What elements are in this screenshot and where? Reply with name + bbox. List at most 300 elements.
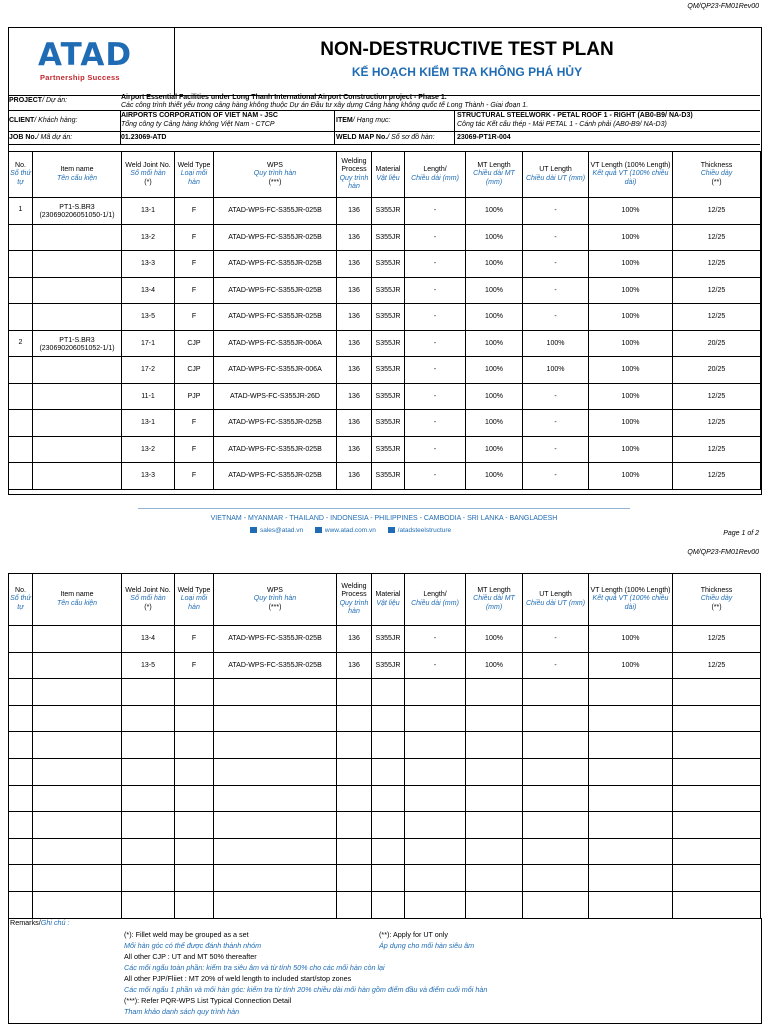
- cell-length: -: [405, 626, 466, 653]
- weldmap-value: 23069-PT1R-004: [457, 134, 511, 141]
- cell-no: [9, 758, 33, 785]
- company-logo: [8, 27, 175, 95]
- cell-type: [175, 705, 214, 732]
- cell-process: 136: [337, 652, 372, 679]
- table-row: [9, 357, 761, 384]
- cell-vt: 100%: [589, 652, 673, 679]
- col-material: Material Vật liệu: [372, 152, 405, 198]
- cell-type: [175, 812, 214, 839]
- cell-wps: [214, 732, 337, 759]
- cell-thk: 12/25: [673, 198, 761, 225]
- weldmap-label-vi: / Số sơ đồ hàn:: [387, 134, 435, 141]
- cell-item: [33, 626, 122, 653]
- col-thickness: Thickness Chiều dày (**): [673, 152, 761, 198]
- cell-process: [337, 705, 372, 732]
- table-header-row: [9, 574, 761, 626]
- cell-process: [337, 812, 372, 839]
- col-thickness: Thickness Chiều dày (**): [673, 574, 761, 626]
- cell-mt: 100%: [466, 383, 523, 410]
- cell-thk: 20/25: [673, 330, 761, 357]
- cell-wps: [214, 705, 337, 732]
- cell-joint: 11-1: [122, 383, 175, 410]
- table-row: [9, 251, 761, 278]
- cell-material: [372, 838, 405, 865]
- cell-wps: ATAD-WPS-FC-S355JR-006A: [214, 330, 337, 357]
- cell-material: S355JR: [372, 277, 405, 304]
- col-process: Welding Process Quy trình hàn: [337, 574, 372, 626]
- weldmap-label: WELD MAP No.: [336, 134, 388, 141]
- job-row: [8, 131, 760, 145]
- cell-wps: [214, 891, 337, 918]
- col-type: Weld Type Loại mối hàn: [175, 574, 214, 626]
- cell-item: [33, 436, 122, 463]
- cell-joint: [122, 785, 175, 812]
- cell-wps: ATAD-WPS-FC-S355JR-025B: [214, 277, 337, 304]
- cell-material: [372, 705, 405, 732]
- cell-length: [405, 679, 466, 706]
- cell-item: [33, 383, 122, 410]
- cell-vt: [589, 758, 673, 785]
- cell-ut: -: [523, 304, 589, 331]
- col-ut: UT Length Chiều dài UT (mm): [523, 152, 589, 198]
- table-row: [9, 626, 761, 653]
- cell-type: F: [175, 277, 214, 304]
- cell-material: [372, 679, 405, 706]
- cell-joint: [122, 758, 175, 785]
- cell-wps: ATAD-WPS-FC-S355JR-006A: [214, 357, 337, 384]
- cell-material: [372, 732, 405, 759]
- cell-mt: 100%: [466, 652, 523, 679]
- cell-joint: 13-3: [122, 251, 175, 278]
- cell-joint: [122, 891, 175, 918]
- cell-thk: 12/25: [673, 224, 761, 251]
- remark-3-en: All other CJP : UT and MT 50% thereafter: [124, 952, 257, 961]
- web-link[interactable]: www.atad.com.vn: [315, 527, 376, 534]
- cell-no: [9, 626, 33, 653]
- cell-vt: 100%: [589, 304, 673, 331]
- client-value-vi: Tổng công ty Cảng hàng không Việt Nam - CTCP: [121, 121, 275, 128]
- col-item: Item name Tên cấu kiện: [33, 574, 122, 626]
- cell-material: S355JR: [372, 330, 405, 357]
- cell-type: [175, 758, 214, 785]
- cell-process: 136: [337, 198, 372, 225]
- cell-type: [175, 679, 214, 706]
- col-no: No. Số thứ tự: [9, 574, 33, 626]
- table-row: [9, 330, 761, 357]
- cell-length: -: [405, 383, 466, 410]
- cell-ut: -: [523, 251, 589, 278]
- cell-ut: [523, 785, 589, 812]
- cell-thk: 12/25: [673, 410, 761, 437]
- cell-no: [9, 383, 33, 410]
- cell-type: F: [175, 251, 214, 278]
- cell-wps: [214, 758, 337, 785]
- col-type: Weld Type Loại mối hàn: [175, 152, 214, 198]
- cell-ut: -: [523, 463, 589, 490]
- col-process: Welding Process Quy trình hàn: [337, 152, 372, 198]
- col-vt: VT Length (100% Length) Kết quả VT (100% chiều dài): [589, 152, 673, 198]
- table-row: [9, 891, 761, 918]
- cell-ut: [523, 891, 589, 918]
- logo-text: ATAD: [38, 37, 133, 73]
- document-code: QM/QP23-FM01Rev00: [687, 3, 759, 10]
- cell-vt: 100%: [589, 626, 673, 653]
- cell-item: [33, 758, 122, 785]
- cell-joint: 13-5: [122, 304, 175, 331]
- page-number: Page 1 of 2: [723, 530, 759, 537]
- cell-length: -: [405, 251, 466, 278]
- col-mt: MT Length Chiều dài MT (mm): [466, 574, 523, 626]
- cell-joint: 13-4: [122, 277, 175, 304]
- cell-mt: [466, 705, 523, 732]
- table-row: [9, 463, 761, 490]
- project-value-en: Airport Essential Facilities under Long Thanh International Airport Construction project - Phase 1.: [121, 94, 447, 101]
- cell-joint: [122, 812, 175, 839]
- project-label-vi: / Dự án:: [42, 97, 68, 104]
- cell-no: 2: [9, 330, 33, 357]
- cell-joint: 13-2: [122, 436, 175, 463]
- remarks-label-vi: Ghi chú :: [40, 918, 70, 927]
- col-ut: UT Length Chiều dài UT (mm): [523, 574, 589, 626]
- cell-no: [9, 410, 33, 437]
- cell-vt: [589, 891, 673, 918]
- job-value: 01.23069-ATD: [121, 134, 167, 141]
- project-value-vi: Các công trình thiết yếu trong cảng hàng không thuộc Dự án Đầu tư xây dựng Cảng hàng không quốc tế Long Thành - Giai đoạn 1.: [121, 102, 529, 109]
- cell-item: [33, 410, 122, 437]
- cell-length: [405, 865, 466, 892]
- cell-no: [9, 812, 33, 839]
- cell-mt: 100%: [466, 198, 523, 225]
- cell-ut: [523, 758, 589, 785]
- cell-ut: [523, 812, 589, 839]
- cell-joint: [122, 865, 175, 892]
- cell-process: 136: [337, 410, 372, 437]
- table-row: [9, 410, 761, 437]
- cell-ut: -: [523, 383, 589, 410]
- cell-material: S355JR: [372, 463, 405, 490]
- document-code-page2: QM/QP23-FM01Rev00: [687, 549, 759, 556]
- table-row: [9, 758, 761, 785]
- cell-vt: 100%: [589, 251, 673, 278]
- cell-mt: [466, 891, 523, 918]
- cell-length: [405, 785, 466, 812]
- col-wps: WPS Quy trình hàn (***): [214, 152, 337, 198]
- cell-wps: [214, 785, 337, 812]
- cell-ut: 100%: [523, 357, 589, 384]
- cell-length: [405, 891, 466, 918]
- cell-type: F: [175, 652, 214, 679]
- cell-joint: 13-2: [122, 224, 175, 251]
- cell-mt: [466, 732, 523, 759]
- cell-wps: ATAD-WPS-FC-S355JR-025B: [214, 436, 337, 463]
- cell-no: [9, 277, 33, 304]
- cell-item: [33, 891, 122, 918]
- cell-no: [9, 463, 33, 490]
- table-row: [9, 812, 761, 839]
- table-row: [9, 383, 761, 410]
- cell-process: [337, 865, 372, 892]
- cell-vt: 100%: [589, 383, 673, 410]
- cell-ut: -: [523, 277, 589, 304]
- cell-thk: [673, 679, 761, 706]
- cell-item: [33, 838, 122, 865]
- cell-no: 1: [9, 198, 33, 225]
- logo-tagline: Partnership Success: [40, 73, 120, 82]
- cell-length: -: [405, 463, 466, 490]
- cell-no: [9, 224, 33, 251]
- cell-material: S355JR: [372, 383, 405, 410]
- remark-1-en: (*): Fillet weld may be grouped as a set: [124, 930, 249, 939]
- cell-type: PJP: [175, 383, 214, 410]
- social-link[interactable]: /atadsteelstructure: [388, 527, 451, 534]
- cell-mt: [466, 679, 523, 706]
- cell-thk: 12/25: [673, 277, 761, 304]
- cell-ut: [523, 865, 589, 892]
- cell-vt: [589, 785, 673, 812]
- job-label: JOB No.: [9, 134, 37, 141]
- cell-type: [175, 785, 214, 812]
- cell-no: [9, 732, 33, 759]
- cell-joint: [122, 705, 175, 732]
- cell-ut: 100%: [523, 330, 589, 357]
- cell-vt: [589, 865, 673, 892]
- cell-ut: [523, 838, 589, 865]
- remarks-label: Remarks/: [10, 918, 41, 927]
- cell-wps: ATAD-WPS-FC-S355JR-025B: [214, 626, 337, 653]
- cell-ut: -: [523, 652, 589, 679]
- cell-thk: [673, 705, 761, 732]
- cell-mt: 100%: [466, 463, 523, 490]
- cell-length: -: [405, 330, 466, 357]
- cell-no: [9, 785, 33, 812]
- remark-4-en: All other PJP/Fliiet : MT 20% of weld length to included start/stop zones: [124, 974, 352, 983]
- cell-type: [175, 838, 214, 865]
- cell-item: [33, 357, 122, 384]
- item-value-vi: Công tác Kết cấu thép - Mái PETAL 1 - Cánh phải (AB0-B9/ NA-D3): [457, 121, 667, 128]
- cell-type: F: [175, 463, 214, 490]
- cell-joint: 13-3: [122, 463, 175, 490]
- cell-thk: [673, 785, 761, 812]
- table-row: [9, 838, 761, 865]
- cell-material: S355JR: [372, 410, 405, 437]
- cell-vt: 100%: [589, 224, 673, 251]
- cell-wps: ATAD-WPS-FC-S355JR-025B: [214, 410, 337, 437]
- ndt-table-page2: [8, 573, 761, 919]
- cell-process: [337, 838, 372, 865]
- col-joint: Weld Joint No. Số mối hàn (*): [122, 152, 175, 198]
- cell-ut: -: [523, 626, 589, 653]
- client-row: [8, 110, 760, 131]
- cell-material: [372, 865, 405, 892]
- ndt-table-page1: [8, 151, 761, 490]
- cell-thk: 20/25: [673, 357, 761, 384]
- project-row: [8, 95, 760, 110]
- cell-thk: [673, 891, 761, 918]
- remarks-block: [8, 918, 762, 1024]
- cell-thk: 12/25: [673, 463, 761, 490]
- cell-process: [337, 891, 372, 918]
- cell-thk: 12/25: [673, 626, 761, 653]
- remark-1-vi: Mối hàn góc có thể được đánh thành nhóm: [124, 941, 262, 950]
- cell-thk: [673, 812, 761, 839]
- item-value-en: STRUCTURAL STEELWORK - PETAL ROOF 1 - RIGHT (AB0-B9/ NA-D3): [457, 112, 693, 119]
- cell-ut: -: [523, 224, 589, 251]
- cell-mt: 100%: [466, 224, 523, 251]
- cell-length: -: [405, 652, 466, 679]
- table-row: [9, 304, 761, 331]
- cell-material: S355JR: [372, 251, 405, 278]
- cell-vt: 100%: [589, 277, 673, 304]
- cell-thk: 12/25: [673, 251, 761, 278]
- footer-contacts: [250, 527, 461, 534]
- remark-5-en: (***): Refer PQR-WPS List Typical Connection Detail: [124, 996, 292, 1005]
- cell-mt: 100%: [466, 330, 523, 357]
- globe-icon: [315, 527, 322, 533]
- cell-ut: [523, 705, 589, 732]
- col-joint: Weld Joint No. Số mối hàn (*): [122, 574, 175, 626]
- cell-length: -: [405, 224, 466, 251]
- cell-type: F: [175, 436, 214, 463]
- cell-no: [9, 891, 33, 918]
- cell-thk: 12/25: [673, 383, 761, 410]
- cell-thk: 12/25: [673, 436, 761, 463]
- cell-mt: 100%: [466, 251, 523, 278]
- cell-no: [9, 705, 33, 732]
- cell-process: 136: [337, 626, 372, 653]
- cell-wps: [214, 838, 337, 865]
- cell-vt: 100%: [589, 330, 673, 357]
- cell-length: -: [405, 436, 466, 463]
- footer-countries: VIETNAM - MYANMAR - THAILAND - INDONESIA - PHILIPPINES - CAMBODIA - SRI LANKA - BANGLADESH: [210, 515, 558, 522]
- cell-material: [372, 891, 405, 918]
- cell-joint: 13-5: [122, 652, 175, 679]
- cell-thk: [673, 758, 761, 785]
- cell-mt: [466, 812, 523, 839]
- cell-wps: ATAD-WPS-FC-S355JR-025B: [214, 224, 337, 251]
- table-header-row: [9, 152, 761, 198]
- email-icon: [250, 527, 257, 533]
- cell-vt: 100%: [589, 436, 673, 463]
- cell-wps: [214, 865, 337, 892]
- cell-type: [175, 891, 214, 918]
- cell-joint: 13-1: [122, 410, 175, 437]
- cell-no: [9, 652, 33, 679]
- remark-2-en: (**): Apply for UT only: [379, 930, 448, 939]
- facebook-icon: [388, 527, 395, 533]
- item-label: ITEM: [336, 117, 353, 124]
- cell-process: [337, 785, 372, 812]
- cell-length: [405, 705, 466, 732]
- table-row: [9, 436, 761, 463]
- cell-length: -: [405, 277, 466, 304]
- cell-wps: ATAD-WPS-FC-S355JR-025B: [214, 304, 337, 331]
- remark-2-vi: Áp dụng cho mối hàn siêu âm: [379, 941, 475, 950]
- client-value-en: AIRPORTS CORPORATION OF VIET NAM - JSC: [121, 112, 278, 119]
- cell-ut: -: [523, 410, 589, 437]
- cell-process: [337, 732, 372, 759]
- cell-item: [33, 865, 122, 892]
- cell-item: [33, 679, 122, 706]
- cell-ut: [523, 732, 589, 759]
- cell-no: [9, 251, 33, 278]
- footer-divider: [138, 508, 630, 509]
- cell-thk: 12/25: [673, 652, 761, 679]
- cell-type: [175, 865, 214, 892]
- table-row: [9, 679, 761, 706]
- cell-joint: [122, 838, 175, 865]
- cell-vt: 100%: [589, 410, 673, 437]
- remark-4-vi: Các mối ngấu 1 phần và mối hàn góc: kiểm tra từ tính 20% chiều dài mối hàn gồm điểm đầu và điểm cuối mối hàn: [124, 985, 488, 994]
- cell-length: [405, 732, 466, 759]
- cell-no: [9, 357, 33, 384]
- cell-thk: [673, 838, 761, 865]
- item-label-vi: / Hạng mục:: [352, 117, 391, 124]
- col-material: Material Vật liệu: [372, 574, 405, 626]
- cell-type: [175, 732, 214, 759]
- cell-thk: [673, 732, 761, 759]
- title-english: NON-DESTRUCTIVE TEST PLAN: [320, 39, 614, 60]
- col-vt: VT Length (100% Length) Kết quả VT (100% chiều dài): [589, 574, 673, 626]
- cell-mt: 100%: [466, 626, 523, 653]
- col-mt: MT Length Chiều dài MT (mm): [466, 152, 523, 198]
- col-item: Item name Tên cấu kiện: [33, 152, 122, 198]
- cell-item: [33, 304, 122, 331]
- cell-type: CJP: [175, 357, 214, 384]
- col-no: No. Số thứ tự: [9, 152, 33, 198]
- cell-length: -: [405, 198, 466, 225]
- cell-wps: ATAD-WPS-FC-S355JR-025B: [214, 198, 337, 225]
- cell-length: [405, 758, 466, 785]
- cell-item: [33, 251, 122, 278]
- cell-process: [337, 758, 372, 785]
- cell-process: 136: [337, 277, 372, 304]
- cell-vt: 100%: [589, 198, 673, 225]
- cell-process: 136: [337, 463, 372, 490]
- cell-type: F: [175, 198, 214, 225]
- email-link[interactable]: sales@atad.vn: [250, 527, 303, 534]
- cell-mt: 100%: [466, 304, 523, 331]
- col-length: Length/ Chiều dài (mm): [405, 574, 466, 626]
- client-label-vi: / Khách hàng:: [34, 117, 78, 124]
- cell-length: [405, 812, 466, 839]
- cell-process: 136: [337, 330, 372, 357]
- cell-length: -: [405, 410, 466, 437]
- cell-material: [372, 812, 405, 839]
- cell-length: -: [405, 357, 466, 384]
- cell-vt: [589, 732, 673, 759]
- cell-item: [33, 463, 122, 490]
- cell-vt: 100%: [589, 357, 673, 384]
- client-label: CLIENT: [9, 117, 35, 124]
- cell-material: [372, 758, 405, 785]
- table-row: [9, 705, 761, 732]
- cell-process: [337, 679, 372, 706]
- col-wps: WPS Quy trình hàn (***): [214, 574, 337, 626]
- document-header: [8, 27, 760, 95]
- cell-type: F: [175, 626, 214, 653]
- cell-process: 136: [337, 304, 372, 331]
- cell-vt: [589, 705, 673, 732]
- cell-wps: [214, 679, 337, 706]
- cell-type: F: [175, 224, 214, 251]
- cell-material: S355JR: [372, 357, 405, 384]
- cell-mt: [466, 758, 523, 785]
- cell-joint: [122, 732, 175, 759]
- cell-item: [33, 652, 122, 679]
- cell-no: [9, 436, 33, 463]
- cell-item: [33, 812, 122, 839]
- cell-process: 136: [337, 224, 372, 251]
